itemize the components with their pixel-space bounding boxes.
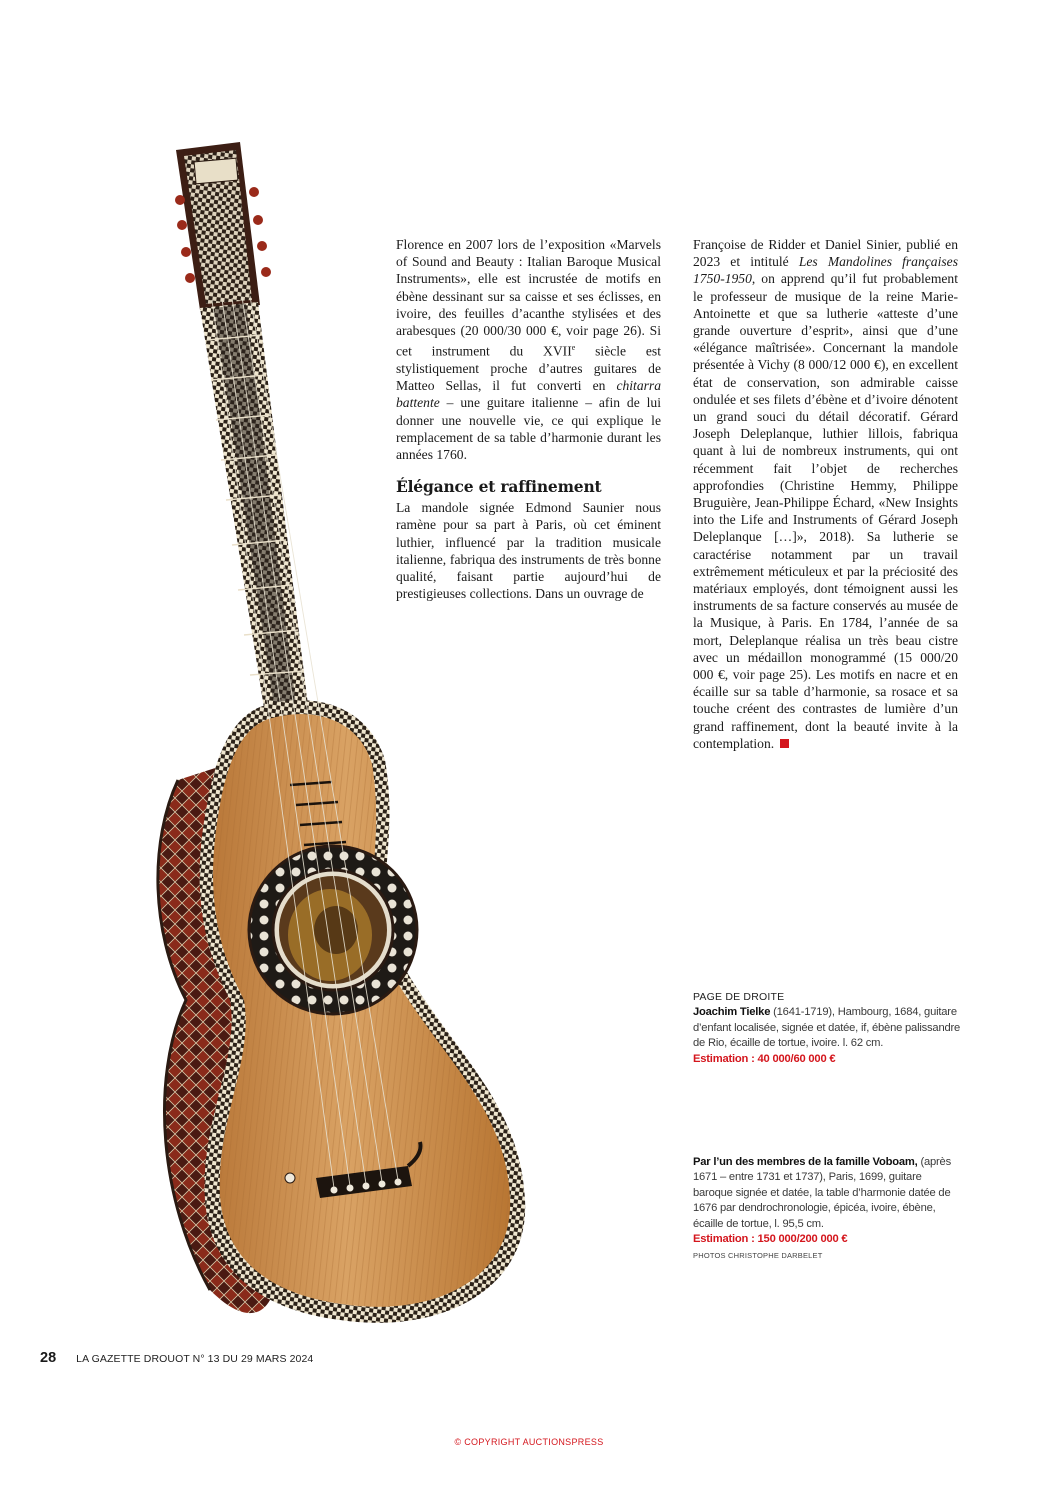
paragraph-deleplanque: Françoise de Ridder et Daniel Sinier, publié en 2023 et intitulé Les Mandolines françaises 1750-1950, on apprend qu’il fut probablement le professeur de musique de la reine Marie-Antoinette et que sa lutherie «atteste d’une grande ouverture d’esprit», ainsi que d’une «élégance maîtrisée». Concernant la mandole présentée à Vichy (8 000/12 000 €), en excellent état de conservation, son admirable caisse ondulée et ses filets d’ébène et d’ivoire dénotent un grand souci du détail décoratif. Gérard Joseph Deleplanque, luthier lillois, fabriqua quant à lui de nombreux instruments, qui ont récemment fait l’objet de recherches approfondies (Christine Hemmy, Philippe Bruguière, Jean-Philippe Échard, «New Insights into the Life and Instruments of Gérard Joseph Deleplanque […]», 2018). Sa lutherie se caractérise notamment par un travail extrêmement méticuleux et par la préciosité des matériaux employés, dont témoignent aussi les instruments de sa facture conservés au musée de la Musique, à Paris. En 1784, l’année de sa mort, Deleplanque réalisa un très beau cistre avec un médaillon monogrammé (15 000/20 000 €, voir page 25). Les motifs en nacre et en écaille sur sa table d’harmonie, sa rosace et sa touche créent des contrastes de lumière d’un grand raffinement, dont la beauté invite à la contemplation.: [693, 237, 958, 751]
caption-kicker: PAGE DE DROITE: [693, 991, 785, 1003]
copyright-notice: © COPYRIGHT AUCTIONSPRESS: [454, 1437, 604, 1447]
photo-credit: PHOTOS CHRISTOPHE DARBELET: [693, 1251, 823, 1261]
article-column-2: [693, 236, 958, 752]
caption-tielke-body: Joachim Tielke (1641-1719), Hambourg, 1684, guitare d’enfant localisée, signée et datée, if, ébène palissandre de Rio, écaille de tortue, ivoire. l. 62 cm.: [693, 1006, 961, 1050]
page-footer: [40, 1350, 313, 1366]
publication-line: LA GAZETTE DROUOT N° 13 DU 29 MARS 2024: [76, 1353, 314, 1365]
section-heading: Élégance et raffinement: [396, 477, 602, 497]
caption-voboam: [693, 1155, 963, 1264]
guitar-soundboard: [200, 700, 526, 1323]
paragraph-saunier: La mandole signée Edmond Saunier nous ramène pour sa part à Paris, où cet éminent luthier, influencé par la tradition musicale italienne, fabriqua des instruments de très bonne qualité, faisant partie aujourd’hui de prestigieuses collections. Dans un ouvrage de: [396, 500, 661, 602]
headstock: [175, 142, 271, 310]
caption-voboam-estimate: Estimation : 150 000/200 000 €: [693, 1233, 848, 1246]
caption-voboam-body: Par l’un des membres de la famille Voboam, (après 1671 – entre 1731 et 1737), Paris, 1699, guitare baroque signée et datée, la table d’harmonie datée de 1676 par dendrochronologie, épicéa, ivoire, ébène, écaille de tortue, l. 95,5 cm.: [693, 1156, 951, 1230]
neck: [200, 302, 308, 708]
article-column-1: [396, 236, 661, 602]
page-number: 28: [40, 1350, 57, 1366]
end-of-article-mark: [780, 739, 789, 748]
caption-tielke-estimate: Estimation : 40 000/60 000 €: [693, 1052, 836, 1065]
caption-tielke: [693, 990, 963, 1067]
paragraph-florence: Florence en 2007 lors de l’exposition «Marvels of Sound and Beauty : Italian Baroque Musical Instruments», elle est incrustée de motifs en ébène dessinant sur sa caisse et ses éclisses, en ivoire, des feuilles d’acanthe stylisées et des arabesques (20 000/30 000 €, voir page 26). Si cet instrument du XVIIe siècle est stylistiquement proche d’autres guitares de Matteo Sellas, il fut converti en chitarra battente – une guitare italienne – afin de lui donner une nouvelle vie, ce qui explique le remplacement de sa table d’harmonie durant les années 1760.: [396, 237, 662, 462]
